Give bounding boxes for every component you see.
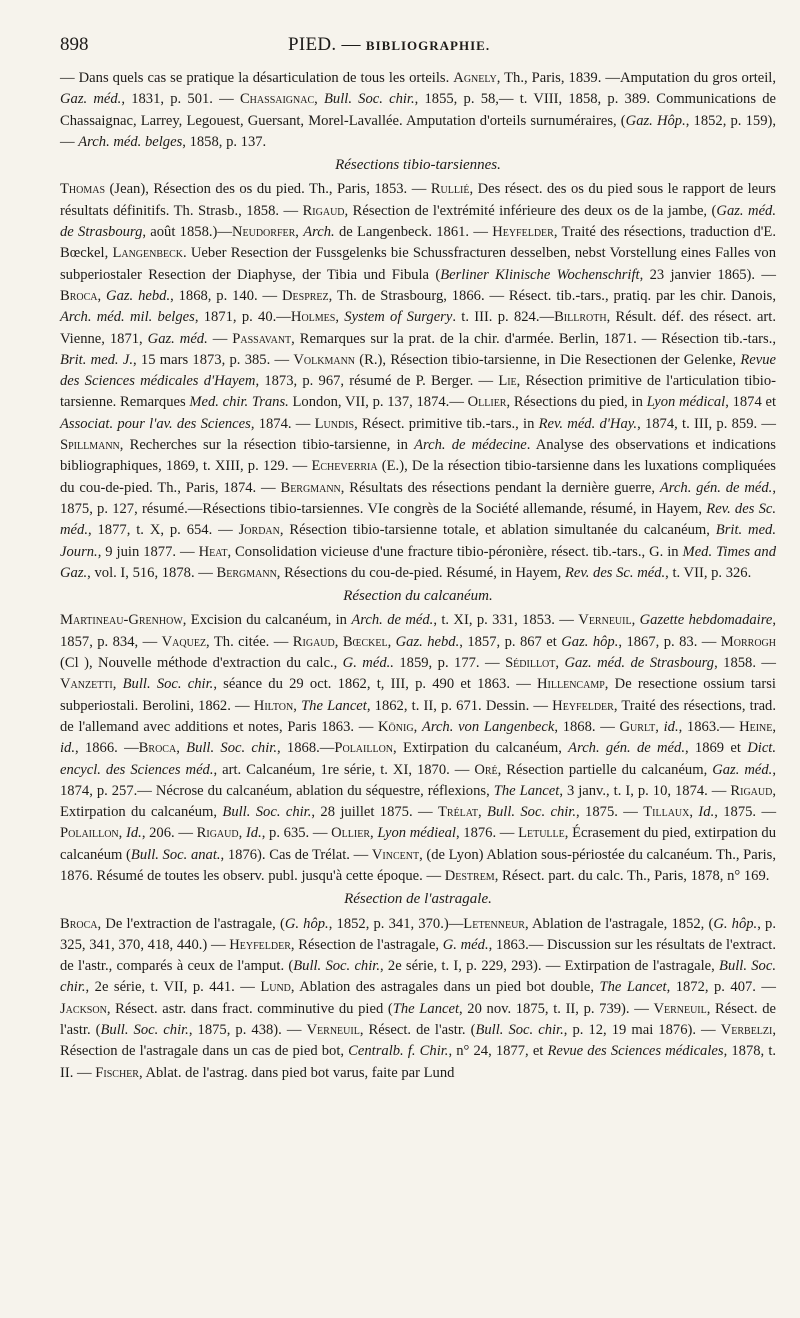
publication-title: Bull. Soc. chir. <box>324 91 415 108</box>
citation-text: — Dans quels cas se pratique la désarticulation de tous les orteils. <box>60 70 454 86</box>
publication-title: Associat. pour l'av. des Sciences <box>60 415 251 432</box>
page-number: 898 <box>60 34 89 55</box>
citation-text: , De resectione ossium tarsi subperiostali. Berolini, 1862. — <box>60 676 776 714</box>
publication-title: Bull. Soc. chir. <box>186 740 277 757</box>
bibliography-paragraph <box>60 610 776 887</box>
citation-text: , art. Calcanéum, 1re série, t. XI, 1870. — <box>213 761 475 778</box>
citation-text: , t. XI, p. 331, 1853. — <box>433 612 579 629</box>
citation-text: , 1875. — <box>714 804 777 821</box>
citation-text: , Remarques sur la prat. de la chir. d'armée. Berlin, 1871. — Résection tib.-tars., <box>291 330 777 347</box>
publication-title: Brit. med. Journ. <box>60 522 776 560</box>
publication-title: Rev. des Sc. méd. <box>60 500 777 539</box>
author-name: Trélat <box>437 804 479 821</box>
citation-text: de Langenbeck. 1861. — <box>334 224 493 241</box>
citation-text: , 1858. — <box>714 655 777 672</box>
citation-text: , Écrasement du pied, extirpation du calcanéum ( <box>60 825 777 863</box>
citation-text: , Résult. déf. des résect. art. Vienne, 1871, <box>60 309 776 347</box>
author-name: Rigaud <box>292 633 335 650</box>
publication-title: Gazette hebdomadaire <box>639 612 773 629</box>
citation-text: , (de Lyon) Ablation sous-périostée du calcanéum. Th., Paris, 1876. Résumé de toutes les observ. publ. jusqu'à cette époque. — <box>60 846 776 884</box>
citation-text: , 1874. — <box>250 415 315 432</box>
publication-title: Bull. Soc. chir. <box>60 958 776 996</box>
author-name: Rigaud <box>730 782 773 799</box>
citation-text: , 1863.— Discussion sur les résultats de l'extract. de l'astr., comparés à ceux de l'amput. ( <box>60 936 776 975</box>
author-name: Gurlt <box>619 718 656 735</box>
publication-title: Gaz. méd. de Strasbourg <box>564 655 715 672</box>
author-name: Destrem <box>444 867 495 884</box>
publication-title: Gaz. hôp. <box>561 633 619 650</box>
citation-text: , Résect. primitive tib.-tars., in <box>354 415 539 432</box>
citation-text: , <box>295 224 304 241</box>
citation-text: , 1831, p. 501. — <box>121 91 240 108</box>
publication-title: id. <box>663 718 679 735</box>
citation-text: , Résection partielle du calcanéum, <box>497 761 713 778</box>
citation-text: , Résect. de l'astr. ( <box>60 1000 776 1039</box>
author-name: Verbelzi <box>720 1022 773 1039</box>
publication-title: Centralb. f. Chir. <box>348 1043 449 1060</box>
author-name: Billroth <box>554 309 607 326</box>
author-name: Letenneur <box>463 915 525 932</box>
citation-text: , 1858, p. 137. <box>182 133 267 150</box>
publication-title: G. méd.. <box>342 655 394 672</box>
author-name: Heyfelder <box>552 697 614 714</box>
citation-text: , p. 12, 19 mai 1876). — <box>563 1022 721 1039</box>
running-title <box>288 34 490 56</box>
bibliography-paragraph <box>60 179 776 584</box>
citation-text: , Ablation des astragales dans un pied bot double, <box>290 979 600 996</box>
citation-text: , <box>238 825 246 842</box>
citation-text: , Th., Paris, 1839. —Amputation du gros orteil, <box>496 70 776 86</box>
bibliography-text <box>60 68 776 1084</box>
publication-title: Bull. Soc. chir. <box>487 804 577 821</box>
publication-title: G. hôp. <box>284 915 329 932</box>
publication-title: Arch. gén. de méd. <box>659 479 773 496</box>
citation-text: London, VII, p. 137, 1874.— <box>288 394 468 411</box>
citation-text: , 1869 et <box>684 740 748 757</box>
citation-text: , 1866. — <box>75 740 139 757</box>
publication-title: Lyon médical <box>646 394 726 411</box>
citation-text: , 1876. — <box>455 825 519 842</box>
citation-text: , Résultats des résections pendant la dernière guerre, <box>340 479 660 496</box>
author-name: Hilton <box>253 697 294 714</box>
author-name: Verneuil <box>306 1022 360 1039</box>
citation-text: , séance du 29 oct. 1862, t, III, p. 490 et 1863. — <box>213 676 538 693</box>
author-name: Broca <box>138 740 177 757</box>
citation-text: , <box>97 287 107 304</box>
citation-text: . Ueber Resection der Fussgelenks bie Schussfracturen desselben, nebst Vorstellung eines Falles von subperiostaler Resection der Diaphyse, der Tibia und Fibula ( <box>60 245 776 283</box>
author-name: Vaquez <box>161 633 207 650</box>
citation-text: , 15 mars 1873, p. 385. — <box>132 351 294 368</box>
author-name: Broca <box>60 915 98 932</box>
page-header <box>60 34 776 62</box>
citation-text: , Ablation de l'astragale, 1852, ( <box>524 915 714 932</box>
author-name: Heyfelder <box>229 936 291 953</box>
author-name: Letulle <box>518 825 565 842</box>
publication-title: Med. chir. Trans. <box>189 394 289 411</box>
author-name: Verneuil <box>653 1000 707 1017</box>
publication-title: G. méd. <box>442 936 489 953</box>
publication-title: Bull. Soc. chir. <box>100 1022 189 1039</box>
author-name: Spillmann <box>60 437 120 454</box>
citation-text: , <box>118 825 126 842</box>
publication-title: The Lancet <box>301 697 367 714</box>
citation-text: , 1868.— <box>276 740 335 757</box>
author-name: Ollier <box>331 825 371 842</box>
author-name: Jordan <box>238 522 280 539</box>
author-name: Vincent <box>371 846 420 863</box>
citation-text: , 1852, p. 341, 370.)— <box>328 915 464 932</box>
author-name: Langenbeck <box>112 245 184 262</box>
author-name: Polaillon <box>60 825 119 842</box>
citation-text: , vol. I, 516, 1878. — <box>87 564 217 581</box>
citation-text: , <box>555 655 565 672</box>
author-name: Lundis <box>314 415 355 432</box>
citation-text: , 20 nov. 1875, t. II, p. 739). — <box>459 1000 654 1017</box>
citation-text: , 1871, p. 40.— <box>194 309 291 326</box>
citation-text: , <box>293 697 302 714</box>
publication-title: Lyon médieal <box>377 825 456 842</box>
citation-text: . t. III. p. 824.— <box>452 309 555 326</box>
publication-title: Revue des Sciences médicales <box>547 1043 724 1060</box>
citation-text: , Recherches sur la résection tibio-tarsienne, in <box>119 437 415 454</box>
publication-title: Gaz. Hôp. <box>625 112 686 129</box>
citation-text: , 23 janvier 1865). — <box>639 266 776 283</box>
author-name: Tillaux <box>643 804 690 821</box>
author-name: Echeverria <box>311 458 378 475</box>
citation-text: , 1868, p. 140. — <box>170 287 282 304</box>
citation-text: , 1874, t. III, p. 859. — <box>637 415 776 432</box>
publication-title: Bull. Soc. chir. <box>475 1022 564 1039</box>
citation-text: (R.), Résection tibio-tarsienne, in Die Resectionen der Gelenke, <box>355 351 741 368</box>
author-name: Heine <box>739 718 773 735</box>
citation-text: , 1868. — <box>554 718 620 735</box>
citation-text: — <box>207 330 233 347</box>
author-name: Fischer <box>95 1064 139 1081</box>
author-name: Rigaud <box>302 202 345 219</box>
publication-title: Gaz. méd. <box>712 761 773 778</box>
author-name: Chassaignac <box>239 91 315 108</box>
publication-title: Bull. Soc. anat. <box>130 846 221 863</box>
citation-text: 1859, p. 177. — <box>393 655 506 672</box>
publication-title: Rev. méd. d'Hay. <box>538 415 638 432</box>
author-name: Morrogh <box>720 633 776 650</box>
running-title-main: PIED. <box>288 34 337 55</box>
publication-title: Med. Times and Gaz. <box>60 543 776 581</box>
citation-text: , Des résect. des os du pied sous le rapport de leurs résultats définitifs. Th. Strasb., 1858. — <box>60 181 776 219</box>
citation-text: , 1855, p. 58,— t. VIII, 1858, p. 389. Communications de Chassaignac, Larrey, Legouest, Guersant, Morel-Lavallée. Amputation d'orteils surnuméraires, ( <box>60 91 776 129</box>
publication-title: Berliner Klinische Wochenschrift <box>440 266 640 283</box>
citation-text: , Résection de l'astragale, <box>290 936 443 953</box>
publication-title: Bull. Soc. chir. <box>222 804 312 821</box>
citation-text: , Résect. de l'astr. ( <box>359 1022 476 1039</box>
citation-text: , 1875, p. 127, résumé.—Résections tibio-tarsiennes. VIe congrès de la Société allemande, résumé, in Hayem, <box>60 479 776 517</box>
citation-text: , Extirpation du calcanéum, <box>60 782 776 821</box>
citation-text: , p. 635. — <box>261 825 332 842</box>
citation-text: , Résection tibio-tarsienne totale, et ablation simultanée du calcanéum, <box>279 522 716 539</box>
author-name: Martineau-Grenhow <box>60 612 183 629</box>
author-name: Volkmann <box>293 351 356 368</box>
publication-title: Arch. de médecine <box>414 437 527 454</box>
citation-text: , 206. — <box>141 825 197 842</box>
citation-text: , <box>631 612 640 629</box>
section-heading: Résection du calcanéum. <box>343 588 493 605</box>
citation-text: , <box>772 718 777 735</box>
publication-title: Revue des Sciences médicales d'Hayem <box>60 351 776 390</box>
author-name: Polaillon <box>334 740 394 757</box>
citation-text: , 1874 et <box>725 394 776 411</box>
publication-title: id. <box>60 740 75 757</box>
citation-text: , 1857, p. 834, — <box>60 612 777 650</box>
citation-text: , <box>387 633 396 650</box>
citation-text: , Traité des résections, traduction d'E. Bœckel, <box>60 224 776 262</box>
citation-text: , 9 juin 1877. — <box>97 543 199 560</box>
citation-text: , Résect. part. du calc. Th., Paris, 1878, n° 169. <box>494 867 770 884</box>
publication-title: Brit. med. J. <box>60 351 133 368</box>
publication-title: Bull. Soc. chir. <box>122 676 214 693</box>
author-name: Lund <box>260 979 291 996</box>
author-name: Bergmann <box>280 479 341 496</box>
publication-title: The Lancet <box>493 782 560 799</box>
author-name: Ollier <box>467 394 507 411</box>
section-heading: Résections tibio-tarsiennes. <box>335 157 501 174</box>
author-name: Lie <box>498 373 517 390</box>
publication-title: Arch. méd. belges <box>78 133 183 150</box>
citation-text: , 3 janv., t. I, p. 10, 1874. — <box>559 782 731 799</box>
citation-text: , <box>655 718 664 735</box>
citation-text: , 1873, p. 967, résumé de P. Berger. — <box>255 373 499 390</box>
citation-text: , Résection de l'astragale dans un cas de pied bot, <box>60 1022 777 1060</box>
citation-text: , <box>689 804 699 821</box>
author-name: Heat <box>198 543 228 560</box>
citation-text: , <box>335 309 345 326</box>
publication-title: Arch. <box>303 224 335 241</box>
citation-text: . Analyse des observations et indications bibliographiques, 1869, t. XIII, p. 129. — <box>60 437 776 475</box>
section-heading: Résection de l'astragale. <box>344 891 492 908</box>
publication-title: Gaz. méd. <box>60 91 122 108</box>
citation-text: , De l'extraction de l'astragale, ( <box>97 915 285 932</box>
citation-text: , Résect. astr. dans fract. comminutive du pied ( <box>106 1000 393 1017</box>
author-name: Heyfelder <box>492 224 554 241</box>
citation-text: , 28 juillet 1875. — <box>311 804 438 821</box>
publication-title: Dict. encycl. des Sciences méd. <box>60 740 776 778</box>
publication-title: Arch. von Langenbeck <box>421 718 555 735</box>
publication-title: Gaz. méd. <box>147 330 208 347</box>
citation-text: , Résections du pied, in <box>506 394 647 411</box>
author-name: Agnely <box>453 70 497 86</box>
author-name: Passavant <box>232 330 292 347</box>
citation-text: , 1862, t. II, p. 671. Dessin. — <box>366 697 553 714</box>
author-name: Rullié <box>430 181 470 198</box>
citation-text: , <box>413 718 422 735</box>
citation-text: , <box>314 91 324 108</box>
citation-text: , 1872, p. 407. — <box>666 979 777 996</box>
citation-text: , <box>334 633 343 650</box>
citation-text: (Jean), Résection des os du pied. Th., Paris, 1853. — <box>105 181 431 198</box>
citation-text: , Excision du calcanéum, in <box>182 612 352 629</box>
publication-title: Arch. gén. de méd. <box>568 740 685 757</box>
author-name: Verneuil <box>578 612 632 629</box>
bibliography-paragraph <box>60 68 776 153</box>
citation-text: , 1877, t. X, p. 654. — <box>87 522 239 539</box>
publication-title: Rev. des Sc. méd. <box>564 564 666 581</box>
author-name: Vanzetti <box>60 676 113 693</box>
author-name: Thomas <box>60 181 106 198</box>
citation-text: , <box>112 676 123 693</box>
citation-text: , Résection primitive de l'articulation tibio-tarsienne. Remarques <box>60 373 776 411</box>
author-name: Broca <box>60 287 98 304</box>
citation-text: , Résections du cou-de-pied. Résumé, in Hayem, <box>276 564 565 581</box>
citation-text: , 1867, p. 83. — <box>618 633 721 650</box>
citation-text: , Ablat. de l'astrag. dans pied bot varus, faite par Lund <box>138 1064 455 1081</box>
publication-title: Bull. Soc. chir. <box>293 958 380 975</box>
author-name: Holmes <box>290 309 336 326</box>
author-name: Bergmann <box>216 564 277 581</box>
citation-text: , 1857, p. 867 et <box>459 633 562 650</box>
citation-text: , 1875. — <box>576 804 644 821</box>
citation-text: , Traité des résections, trad. de l'allemand avec additions et notes, Paris 1863. — <box>60 697 776 735</box>
citation-text: , <box>478 804 488 821</box>
publication-title: The Lancet <box>392 1000 459 1017</box>
publication-title: Gaz. méd. de Strasbourg <box>60 202 776 241</box>
citation-text: , 2e série, t. I, p. 229, 293). — Extirpation de l'astragale, <box>379 958 720 975</box>
citation-text: , 1876). Cas de Trélat. — <box>220 846 372 863</box>
citation-text: , Résection de l'extrémité inférieure des deux os de la jambe, ( <box>344 202 717 219</box>
citation-text: , août 1858.)— <box>142 224 232 241</box>
author-name: Rigaud <box>196 825 239 842</box>
citation-text: , t. VII, p. 326. <box>665 564 752 581</box>
author-name: Desprez <box>281 287 329 304</box>
publication-title: Id. <box>698 804 715 821</box>
publication-title: System of Surgery <box>344 309 453 326</box>
citation-text: , 1878, t. II. — <box>60 1043 777 1081</box>
citation-text: , n° 24, 1877, et <box>448 1043 548 1060</box>
citation-text: , Consolidation vicieuse d'une fracture tibio-péronière, résect. tib.-tars., G. in <box>227 543 683 560</box>
publication-title: G. hôp. <box>713 915 758 932</box>
citation-text: , 1875, p. 438). — <box>188 1022 307 1039</box>
running-title-dash: — <box>341 34 361 55</box>
author-name: Oré <box>474 761 498 778</box>
citation-text: , 1874, p. 257.— Nécrose du calcanéum, ablation du séquestre, réflexions, <box>60 761 776 799</box>
running-title-subtitle: BIBLIOGRAPHIE. <box>365 38 491 53</box>
publication-title: Gaz. hebd. <box>106 287 171 304</box>
citation-text: , Th. de Strasbourg, 1866. — Résect. tib.-tars., pratiq. par les chir. Danois, <box>328 287 776 304</box>
author-name: Bœckel <box>342 633 388 650</box>
citation-text: , p. 325, 341, 370, 418, 440.) — <box>60 915 776 953</box>
publication-title: Gaz. hebd. <box>395 633 460 650</box>
publication-title: Id. <box>245 825 262 842</box>
author-name: Hillencamp <box>537 676 605 693</box>
citation-text: , 1863.— <box>678 718 740 735</box>
bibliography-paragraph <box>60 914 776 1084</box>
publication-title: The Lancet <box>599 979 667 996</box>
citation-text: , Extirpation du calcanéum, <box>393 740 569 757</box>
author-name: Neudorfer <box>231 224 296 241</box>
citation-text: , <box>176 740 187 757</box>
author-name: Sédillot <box>505 655 556 672</box>
citation-text: , 1852, p. 159),— <box>60 112 776 150</box>
publication-title: Id. <box>126 825 142 842</box>
publication-title: Arch. de méd. <box>351 612 434 629</box>
author-name: König <box>378 718 414 735</box>
citation-text: , <box>370 825 378 842</box>
citation-text: , 2e série, t. VII, p. 441. — <box>85 979 261 996</box>
citation-text: (Cl ), Nouvelle méthode d'extraction du calc., <box>60 655 343 672</box>
citation-text: , Th. citée. — <box>206 633 293 650</box>
citation-text: (E.), De la résection tibio-tarsienne dans les luxations compliquées du cou-de-pied. Th., Paris, 1874. — <box>60 458 776 496</box>
publication-title: Arch. méd. mil. belges <box>60 309 195 326</box>
author-name: Jackson <box>60 1000 107 1017</box>
